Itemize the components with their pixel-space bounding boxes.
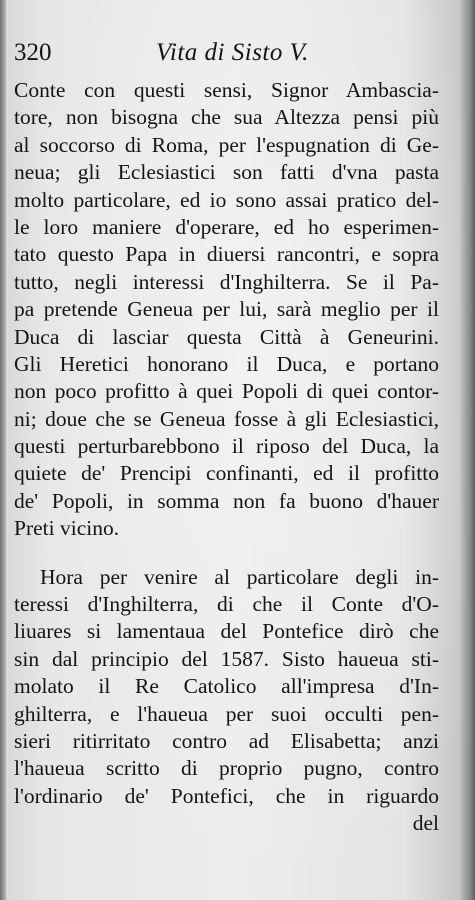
text-line: Hora per venire al particolare degli in- [40, 564, 439, 589]
paragraph-gap [14, 543, 439, 564]
text-line: liuares si lamentaua del Pontefice dirò che [14, 619, 439, 644]
text-line: tutto, negli interessi d'Inghilterra. Se il Pa- [14, 269, 439, 294]
text-line: molto particolare, ed io sono assai pratico del- [14, 187, 439, 212]
text-line: Conte con questi sensi, Signor Ambascia- [14, 78, 439, 102]
catchword-row [14, 810, 439, 837]
paragraph-1 [14, 77, 439, 543]
text-line: Duca di lasciar questa Città à Geneurini. [14, 324, 439, 349]
text-line: Preti vicino. [14, 516, 120, 541]
text-line: Gli Heretici honorano il Duca, e portano [14, 351, 439, 376]
page-header [14, 38, 454, 68]
page-right-edge-shadow [459, 0, 475, 900]
page-left-edge-shadow [0, 0, 6, 900]
text-line: tore, non bisogna che sua Altezza pensi più [14, 105, 439, 130]
text-line: neua; gli Eclesiastici son fatti d'vna pasta [14, 160, 439, 185]
paragraph-2 [14, 564, 439, 811]
text-line: tato questo Papa in diuersi rancontri, e sopra [14, 242, 439, 267]
text-line: de' Popoli, in somma non fa buono d'hauer [14, 488, 439, 513]
running-title: Vita di Sisto V. [156, 39, 309, 66]
text-line: molato il Re Catolico all'impresa d'In- [14, 674, 439, 699]
text-line: pa pretende Geneua per lui, sarà meglio per il [14, 297, 439, 322]
text-line: quiete de' Prencipi confinanti, ed il profitto [14, 461, 439, 486]
text-line: al soccorso di Roma, per l'espugnation di Ge- [14, 132, 439, 157]
text-line: non poco profitto à quei Popoli di quei contor- [14, 379, 439, 404]
text-line: ni; doue che se Geneua fosse à gli Eclesiastici, [14, 406, 439, 431]
text-line: le loro maniere d'operare, ed ho esperimen- [14, 214, 439, 239]
text-line: ghilterra, e l'haueua per suoi occulti pen- [14, 701, 439, 726]
page-number: 320 [14, 39, 52, 66]
text-line: l'haueua scritto di proprio pugno, contro [14, 756, 439, 781]
text-line: l'ordinario de' Pontefici, che in riguardo [14, 783, 439, 808]
text-line: questi perturbarebbono il riposo del Duca, la [14, 434, 439, 459]
body-text [14, 77, 439, 838]
text-line: teressi d'Inghilterra, di che il Conte d'O- [14, 592, 439, 617]
text-line: sin dal principio del 1587. Sisto haueua sti- [14, 646, 439, 671]
text-line: sieri ritirritato contro ad Elisabetta; anzi [14, 728, 439, 753]
catchword: del [412, 811, 439, 836]
